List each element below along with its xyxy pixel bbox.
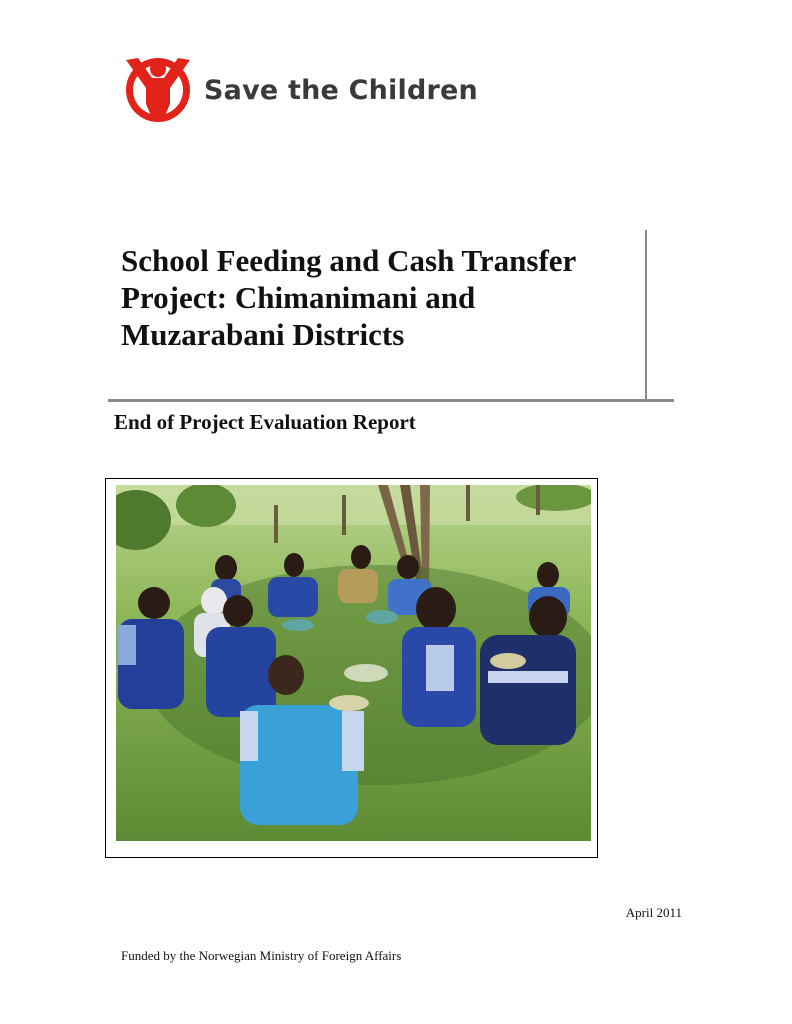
cover-photo-frame — [105, 478, 598, 858]
org-name: Save the Children — [204, 74, 478, 106]
report-subtitle: End of Project Evaluation Report — [114, 410, 416, 434]
school-children-eating-outdoors-photo — [116, 485, 591, 841]
save-the-children-logo — [124, 52, 478, 124]
funding-note: Funded by the Norwegian Ministry of Foreign Affairs — [121, 948, 402, 963]
title-divider-vertical — [645, 230, 647, 400]
child-raising-arms-icon — [124, 52, 192, 124]
title-divider-horizontal — [108, 399, 674, 402]
title-block — [108, 230, 674, 402]
report-title: School Feeding and Cash Transfer Project: Chimanimani and Muzarabani Districts — [121, 243, 576, 352]
report-date: April 2011 — [625, 905, 682, 920]
